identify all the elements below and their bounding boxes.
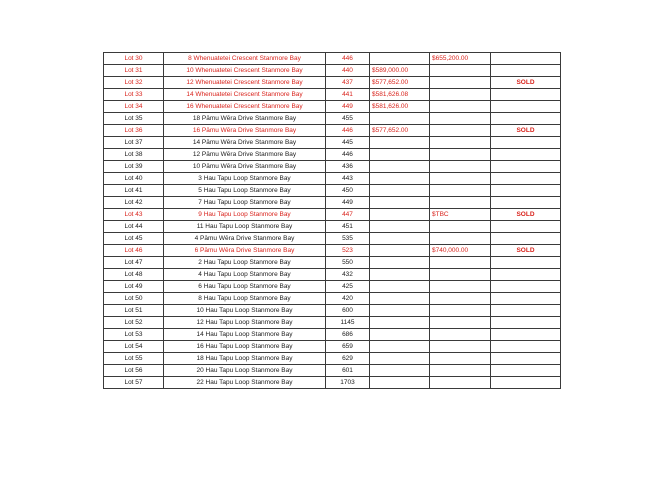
lot-number-cell: Lot 44 [104,221,164,233]
status-cell [491,221,561,233]
table-row [104,365,561,377]
lot-size-cell: 535 [326,233,370,245]
lot-number-cell: Lot 41 [104,185,164,197]
price-cell [370,53,430,65]
price-cell: $589,000.00 [370,65,430,77]
table-row [104,125,561,137]
lot-size-cell: 432 [326,269,370,281]
table-row [104,245,561,257]
address-cell: 14 Hau Tapu Loop Stanmore Bay [164,329,326,341]
lot-size-cell: 447 [326,209,370,221]
lot-number-cell: Lot 54 [104,341,164,353]
lot-number-cell: Lot 34 [104,101,164,113]
address-cell: 10 Pāmu Wēra Drive Stanmore Bay [164,161,326,173]
alt-price-cell [430,125,491,137]
address-cell: 22 Hau Tapu Loop Stanmore Bay [164,377,326,389]
alt-price-cell [430,305,491,317]
table-row [104,53,561,65]
price-cell [370,245,430,257]
lot-size-cell: 445 [326,137,370,149]
alt-price-cell [430,365,491,377]
alt-price-cell [430,161,491,173]
status-cell [491,341,561,353]
address-cell: 14 Pāmu Wēra Drive Stanmore Bay [164,137,326,149]
lot-number-cell: Lot 43 [104,209,164,221]
status-cell [491,365,561,377]
table-row [104,257,561,269]
address-cell: 14 Whenuatetei Crescent Stanmore Bay [164,89,326,101]
lot-number-cell: Lot 39 [104,161,164,173]
lot-size-cell: 686 [326,329,370,341]
lot-size-cell: 420 [326,293,370,305]
table-row [104,89,561,101]
alt-price-cell [430,65,491,77]
price-cell: $581,626.08 [370,89,430,101]
alt-price-cell [430,185,491,197]
status-cell [491,113,561,125]
status-cell [491,317,561,329]
address-cell: 12 Hau Tapu Loop Stanmore Bay [164,317,326,329]
status-cell [491,377,561,389]
lot-number-cell: Lot 31 [104,65,164,77]
lot-table-body [104,53,561,389]
price-cell [370,137,430,149]
lot-size-cell: 600 [326,305,370,317]
table-row [104,293,561,305]
lot-size-cell: 523 [326,245,370,257]
status-cell [491,281,561,293]
status-cell [491,269,561,281]
lot-number-cell: Lot 38 [104,149,164,161]
alt-price-cell [430,257,491,269]
alt-price-cell [430,341,491,353]
alt-price-cell: $TBC [430,209,491,221]
address-cell: 12 Pāmu Wēra Drive Stanmore Bay [164,149,326,161]
table-row [104,149,561,161]
table-row [104,329,561,341]
alt-price-cell: $740,000.00 [430,245,491,257]
lot-size-cell: 601 [326,365,370,377]
price-cell [370,293,430,305]
alt-price-cell [430,353,491,365]
lot-number-cell: Lot 37 [104,137,164,149]
lot-number-cell: Lot 40 [104,173,164,185]
status-cell [491,89,561,101]
alt-price-cell [430,101,491,113]
price-cell: $577,652.00 [370,77,430,89]
table-row [104,305,561,317]
lot-size-cell: 443 [326,173,370,185]
address-cell: 5 Hau Tapu Loop Stanmore Bay [164,185,326,197]
lot-size-cell: 425 [326,281,370,293]
price-cell [370,377,430,389]
status-cell [491,137,561,149]
price-cell [370,305,430,317]
price-cell [370,113,430,125]
alt-price-cell [430,293,491,305]
address-cell: 18 Pāmu Wēra Drive Stanmore Bay [164,113,326,125]
lot-number-cell: Lot 35 [104,113,164,125]
lot-number-cell: Lot 46 [104,245,164,257]
address-cell: 16 Whenuatetei Crescent Stanmore Bay [164,101,326,113]
lot-size-cell: 446 [326,53,370,65]
alt-price-cell [430,89,491,101]
address-cell: 12 Whenuatetei Crescent Stanmore Bay [164,77,326,89]
lot-size-cell: 449 [326,197,370,209]
status-cell [491,197,561,209]
lot-size-cell: 629 [326,353,370,365]
address-cell: 6 Hau Tapu Loop Stanmore Bay [164,281,326,293]
table-row [104,65,561,77]
price-cell: $581,626.00 [370,101,430,113]
status-cell: SOLD [491,125,561,137]
address-cell: 8 Whenuatetei Crescent Stanmore Bay [164,53,326,65]
price-cell [370,221,430,233]
status-cell [491,353,561,365]
address-cell: 4 Pāmu Wēra Drive Stanmore Bay [164,233,326,245]
lot-size-cell: 450 [326,185,370,197]
lot-size-cell: 550 [326,257,370,269]
alt-price-cell [430,233,491,245]
status-cell [491,233,561,245]
alt-price-cell [430,329,491,341]
alt-price-cell [430,221,491,233]
address-cell: 7 Hau Tapu Loop Stanmore Bay [164,197,326,209]
lot-size-cell: 446 [326,149,370,161]
table-row [104,197,561,209]
lot-number-cell: Lot 51 [104,305,164,317]
lot-size-cell: 441 [326,89,370,101]
lot-pricing-table [103,52,561,389]
lot-size-cell: 436 [326,161,370,173]
table-row [104,281,561,293]
alt-price-cell [430,137,491,149]
price-cell [370,209,430,221]
address-cell: 9 Hau Tapu Loop Stanmore Bay [164,209,326,221]
table-row [104,353,561,365]
table-row [104,113,561,125]
status-cell: SOLD [491,209,561,221]
table-row [104,209,561,221]
price-cell [370,185,430,197]
address-cell: 4 Hau Tapu Loop Stanmore Bay [164,269,326,281]
address-cell: 16 Pāmu Wēra Drive Stanmore Bay [164,125,326,137]
lot-size-cell: 449 [326,101,370,113]
status-cell: SOLD [491,245,561,257]
lot-number-cell: Lot 55 [104,353,164,365]
lot-number-cell: Lot 32 [104,77,164,89]
address-cell: 2 Hau Tapu Loop Stanmore Bay [164,257,326,269]
alt-price-cell [430,149,491,161]
alt-price-cell: $655,200.00 [430,53,491,65]
alt-price-cell [430,269,491,281]
lot-number-cell: Lot 42 [104,197,164,209]
lot-number-cell: Lot 50 [104,293,164,305]
status-cell: SOLD [491,77,561,89]
address-cell: 20 Hau Tapu Loop Stanmore Bay [164,365,326,377]
address-cell: 16 Hau Tapu Loop Stanmore Bay [164,341,326,353]
lot-number-cell: Lot 49 [104,281,164,293]
table-row [104,269,561,281]
lot-size-cell: 1145 [326,317,370,329]
lot-number-cell: Lot 30 [104,53,164,65]
lot-number-cell: Lot 57 [104,377,164,389]
alt-price-cell [430,317,491,329]
status-cell [491,149,561,161]
table-row [104,233,561,245]
address-cell: 18 Hau Tapu Loop Stanmore Bay [164,353,326,365]
lot-number-cell: Lot 36 [104,125,164,137]
status-cell [491,329,561,341]
status-cell [491,161,561,173]
price-cell [370,197,430,209]
alt-price-cell [430,173,491,185]
address-cell: 6 Pāmu Wēra Drive Stanmore Bay [164,245,326,257]
table-row [104,185,561,197]
price-cell [370,269,430,281]
address-cell: 3 Hau Tapu Loop Stanmore Bay [164,173,326,185]
lot-size-cell: 437 [326,77,370,89]
alt-price-cell [430,281,491,293]
alt-price-cell [430,113,491,125]
table-row [104,317,561,329]
status-cell [491,65,561,77]
table-row [104,161,561,173]
status-cell [491,257,561,269]
alt-price-cell [430,377,491,389]
price-cell [370,341,430,353]
alt-price-cell [430,77,491,89]
lot-size-cell: 455 [326,113,370,125]
price-cell [370,161,430,173]
address-cell: 11 Hau Tapu Loop Stanmore Bay [164,221,326,233]
alt-price-cell [430,197,491,209]
lot-number-cell: Lot 47 [104,257,164,269]
lot-size-cell: 446 [326,125,370,137]
lot-number-cell: Lot 56 [104,365,164,377]
table-row [104,77,561,89]
price-cell [370,173,430,185]
table-row [104,101,561,113]
lot-number-cell: Lot 45 [104,233,164,245]
lot-number-cell: Lot 52 [104,317,164,329]
lot-number-cell: Lot 33 [104,89,164,101]
price-cell [370,365,430,377]
table-row [104,377,561,389]
price-cell [370,149,430,161]
table-row [104,173,561,185]
lot-number-cell: Lot 53 [104,329,164,341]
lot-size-cell: 1703 [326,377,370,389]
table-row [104,221,561,233]
lot-size-cell: 440 [326,65,370,77]
price-cell: $577,652.00 [370,125,430,137]
address-cell: 8 Hau Tapu Loop Stanmore Bay [164,293,326,305]
status-cell [491,293,561,305]
status-cell [491,101,561,113]
price-cell [370,281,430,293]
price-cell [370,233,430,245]
lot-number-cell: Lot 48 [104,269,164,281]
lot-size-cell: 659 [326,341,370,353]
address-cell: 10 Hau Tapu Loop Stanmore Bay [164,305,326,317]
address-cell: 10 Whenuatetei Crescent Stanmore Bay [164,65,326,77]
table-row [104,137,561,149]
price-cell [370,353,430,365]
price-cell [370,329,430,341]
status-cell [491,173,561,185]
price-cell [370,317,430,329]
status-cell [491,305,561,317]
status-cell [491,185,561,197]
table-row [104,341,561,353]
price-cell [370,257,430,269]
lot-size-cell: 451 [326,221,370,233]
status-cell [491,53,561,65]
